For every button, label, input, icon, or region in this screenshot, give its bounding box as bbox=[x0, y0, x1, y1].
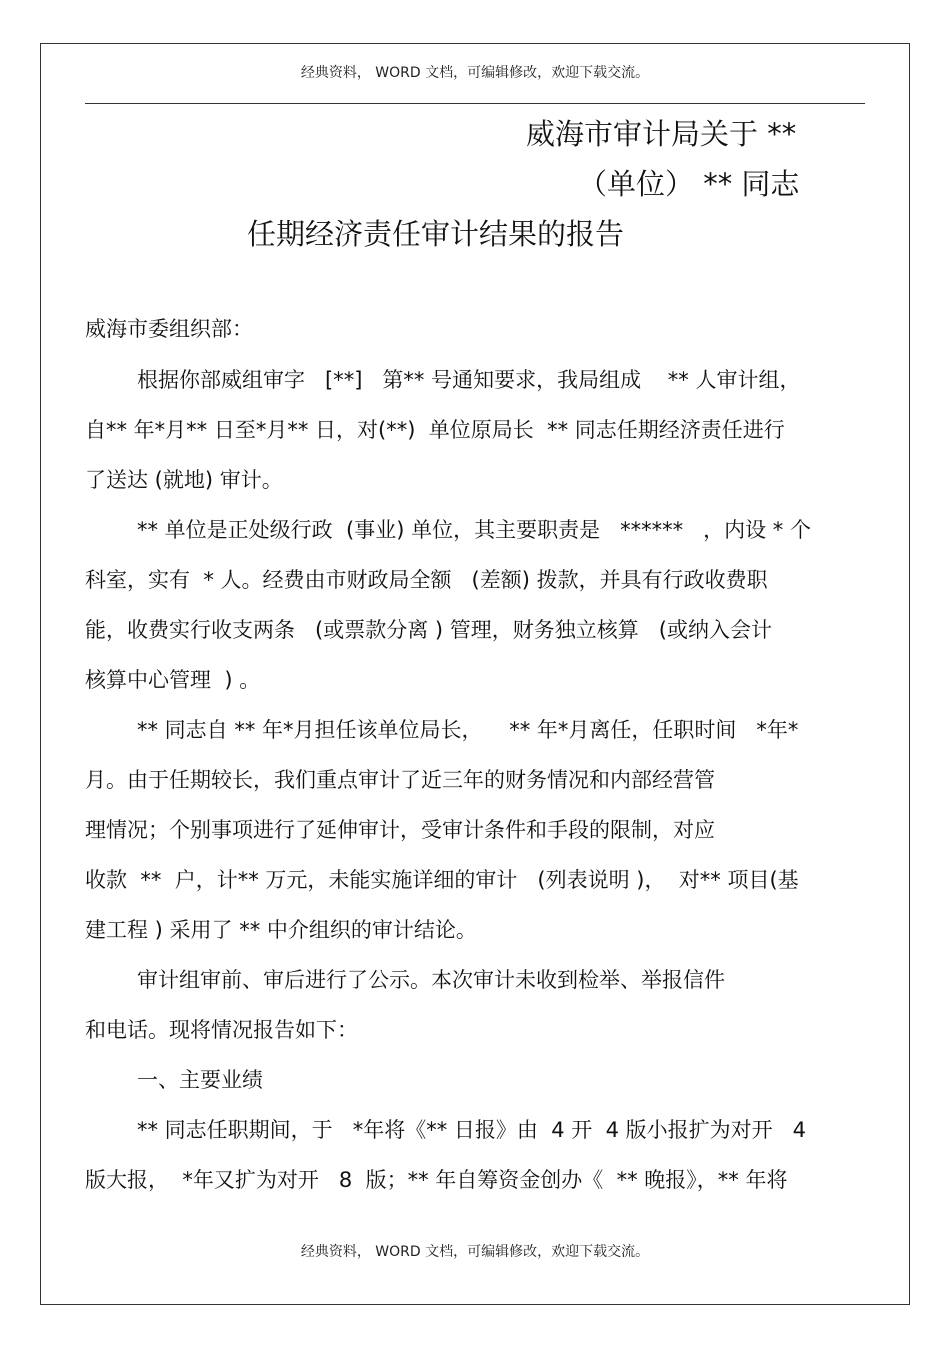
paragraph-line: ** 同志任职期间，于 *年将《** 日报》由 4 开 4 版小报扩为对开 4 bbox=[137, 1118, 807, 1142]
section-heading: 一、主要业绩 bbox=[137, 1068, 263, 1092]
paragraph-line: 核算中心管理 ) 。 bbox=[85, 668, 261, 692]
report-title-line-3: 任期经济责任审计结果的报告 bbox=[247, 217, 625, 251]
addressee: 威海市委组织部： bbox=[85, 317, 253, 341]
paragraph-line: 能，收费实行收支两条 (或票款分离 ) 管理，财务独立核算 (或纳入会计 bbox=[85, 618, 772, 642]
report-title-line-2: （单位） ** 同志 bbox=[578, 167, 800, 201]
header-note: 经典资料， WORD 文档，可编辑修改，欢迎下载交流。 bbox=[300, 65, 650, 81]
header-divider bbox=[85, 103, 865, 104]
paragraph-line: 收款 ** 户，计** 万元，未能实施详细的审计 (列表说明 )， 对** 项目(基 bbox=[85, 868, 799, 892]
paragraph-line: ** 同志自 ** 年*月担任该单位局长， ** 年*月离任，任职时间 *年* bbox=[137, 718, 799, 742]
paragraph-line: 月。由于任期较长，我们重点审计了近三年的财务情况和内部经营管 bbox=[85, 768, 715, 792]
report-title-line-1: 威海市审计局关于 ** bbox=[526, 117, 797, 151]
paragraph-line: 了送达 (就地) 审计。 bbox=[85, 468, 283, 492]
paragraph-line: 根据你部威组审字 [**] 第** 号通知要求，我局组成 ** 人审计组， bbox=[137, 368, 801, 392]
footer-note: 经典资料， WORD 文档，可编辑修改，欢迎下载交流。 bbox=[300, 1244, 650, 1260]
paragraph-line: 审计组审前、审后进行了公示。本次审计未收到检举、举报信件 bbox=[137, 968, 725, 992]
paragraph-line: ** 单位是正处级行政 (事业) 单位，其主要职责是 ****** ，内设 * 个 bbox=[137, 518, 811, 542]
paragraph-line: 科室，实有 * 人。经费由市财政局全额 (差额) 拨款，并具有行政收费职 bbox=[85, 568, 768, 592]
paragraph-line: 理情况；个别事项进行了延伸审计，受审计条件和手段的限制，对应 bbox=[85, 818, 715, 842]
paragraph-line: 建工程 ) 采用了 ** 中介组织的审计结论。 bbox=[85, 918, 477, 942]
paragraph-line: 自** 年*月** 日至*月** 日，对(**) 单位原局长 ** 同志任期经济责任进行 bbox=[85, 418, 785, 442]
paragraph-line: 和电话。现将情况报告如下： bbox=[85, 1018, 358, 1042]
paragraph-line: 版大报， *年又扩为对开 8 版；** 年自筹资金创办《 ** 晚报》，** 年将 bbox=[85, 1168, 788, 1192]
